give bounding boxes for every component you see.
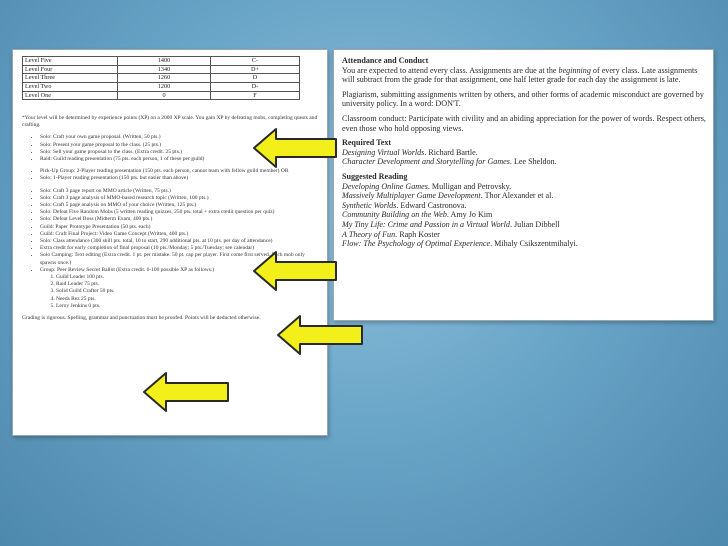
- attendance-heading: Attendance and Conduct: [342, 56, 429, 65]
- list-item: • Solo: Sell your game proposal to the class. (Extra credit. 25 pts.): [40, 149, 320, 156]
- list-item: • Solo: Present your game proposal to the class. (25 pts.): [40, 142, 320, 149]
- xp-intro: *Your level will be determined by experience points (XP) on a 2000 XP scale. You gain XP by defeating mobs, completing quests and crafting.: [22, 115, 318, 129]
- list-item: • Solo: Craft 3 page report on MMO article (Written, 75 pts.): [40, 188, 320, 195]
- table-row: Level Four 1340 D+: [23, 65, 300, 74]
- suggested-item: Synthetic Worlds. Edward Castronova.: [342, 200, 467, 210]
- list-item: • Group: Peer Review Secret Ballot (Extra credit. 0-100 possible XP as follows:): [40, 267, 320, 274]
- yellow-arrow-icon: [252, 250, 338, 292]
- list-item: • Solo: Craft 3 page analysis of MMO-based research topic (Written, 100 pts.): [40, 195, 320, 202]
- plagiarism-text: Plagiarism, submitting assignments written by others, and other forms of academic misconduct are governed by university policy. In a word: DON'T.: [342, 89, 704, 109]
- syllabus-policy-page: [333, 49, 714, 321]
- list-item: • Extra credit for early completion of final proposal (10 pts./Monday; 5 pts./Tuesday; see calendar): [40, 245, 320, 252]
- table-row: Level Five 1400 C-: [23, 57, 300, 66]
- suggested-item: Massively Multiplayer Game Development. Thor Alexander et al.: [342, 191, 554, 201]
- suggested-reading-heading: Suggested Reading: [342, 171, 408, 181]
- list-item: • Guild: Paper Prototype Presentation (50 pts. each): [40, 224, 320, 231]
- required-text-heading: Required Text: [342, 138, 392, 148]
- list-item: • Solo: Defeat Level Boss (Midterm Exam, 400 pts.): [40, 216, 320, 223]
- list-item: 3. Solid Guild Crafter 50 pts.: [56, 288, 320, 295]
- required-item: Designing Virtual Worlds. Richard Bartle.: [342, 147, 478, 157]
- list-item: • Solo: Defeat Five Random Mobs (5 written reading quizzes, 250 pts. total + extra credit question per quiz): [40, 209, 320, 216]
- list-item: • Solo: Craft your own game proposal. (Written, 50 pts.): [40, 134, 320, 141]
- table-row: Level One 0 F: [23, 91, 300, 100]
- yellow-arrow-icon: [142, 371, 230, 413]
- suggested-item: Community Building on the Web. Amy Jo Kim: [342, 210, 493, 220]
- list-item: 5. Leroy Jenkins 0 pts.: [56, 303, 320, 310]
- suggested-item: Developing Online Games. Mulligan and Petrovsky.: [342, 181, 512, 191]
- list-item: • Solo: Class attendance (300 skill pts. total, 10 to start, 290 additional pts. at 10 pts. per day of attendance): [40, 238, 320, 245]
- suggested-item: My Tiny Life: Crime and Passion in a Virtual World. Julian Dibbell: [342, 219, 560, 229]
- yellow-arrow-icon: [276, 314, 364, 356]
- suggested-item: A Theory of Fun. Raph Koster: [342, 229, 440, 239]
- attendance-text: You are expected to attend every class. Assignments are due at the beginning of every class. Late assignments will subtract from the grade for that assignment, one half letter grade for each day the assignment is late.: [342, 65, 698, 85]
- required-item: Character Development and Storytelling for Games. Lee Sheldon.: [342, 157, 557, 167]
- list-item: • Pick-Up Group: 2-Player reading presentation (150 pts. each person, cannot team with fellow guild member) OR: [40, 168, 320, 175]
- list-item: • Solo: 1-Player reading presentation (150 pts. but easier than above): [40, 175, 320, 182]
- list-item: • Solo: Craft 5 page analysis on MMO of your choice (Written, 125 pts.): [40, 202, 320, 209]
- table-row: Level Two 1200 D-: [23, 83, 300, 92]
- table-row: Level Three 1260 D: [23, 74, 300, 83]
- list-item: 4. Needs Rez 25 pts.: [56, 296, 320, 303]
- list-item: • Raid: Guild reading presentation (75 pts. each person, 1 of these per guild): [40, 156, 320, 163]
- list-item: • Solo Camping: Text editing (Extra credit. 1 pt. per mistake. 50 pt. cap per player. First come first served. Each mob only spawns once.): [40, 252, 320, 266]
- xp-list-group2: [22, 168, 320, 182]
- yellow-arrow-icon: [252, 127, 338, 169]
- grade-table: [22, 56, 300, 100]
- suggested-item: Flow: The Psychology of Optimal Experience. Mihaly Csikszentmihalyi.: [342, 239, 578, 249]
- list-item: 2. Raid Leader 75 pts.: [56, 281, 320, 288]
- classroom-conduct-text: Classroom conduct: Participate with civility and an abiding appreciation for the power of words. Respect others, even those who hold opposing views.: [342, 113, 706, 133]
- grading-note: Grading is rigorous. Spelling, grammar and punctuation must be proofed. Points will be deducted otherwise.: [22, 315, 261, 322]
- list-item: • Guild: Craft Final Project: Video Game Concept (Written, 400 pts.): [40, 231, 320, 238]
- list-item: 1. Guild Leader 100 pts.: [56, 274, 320, 281]
